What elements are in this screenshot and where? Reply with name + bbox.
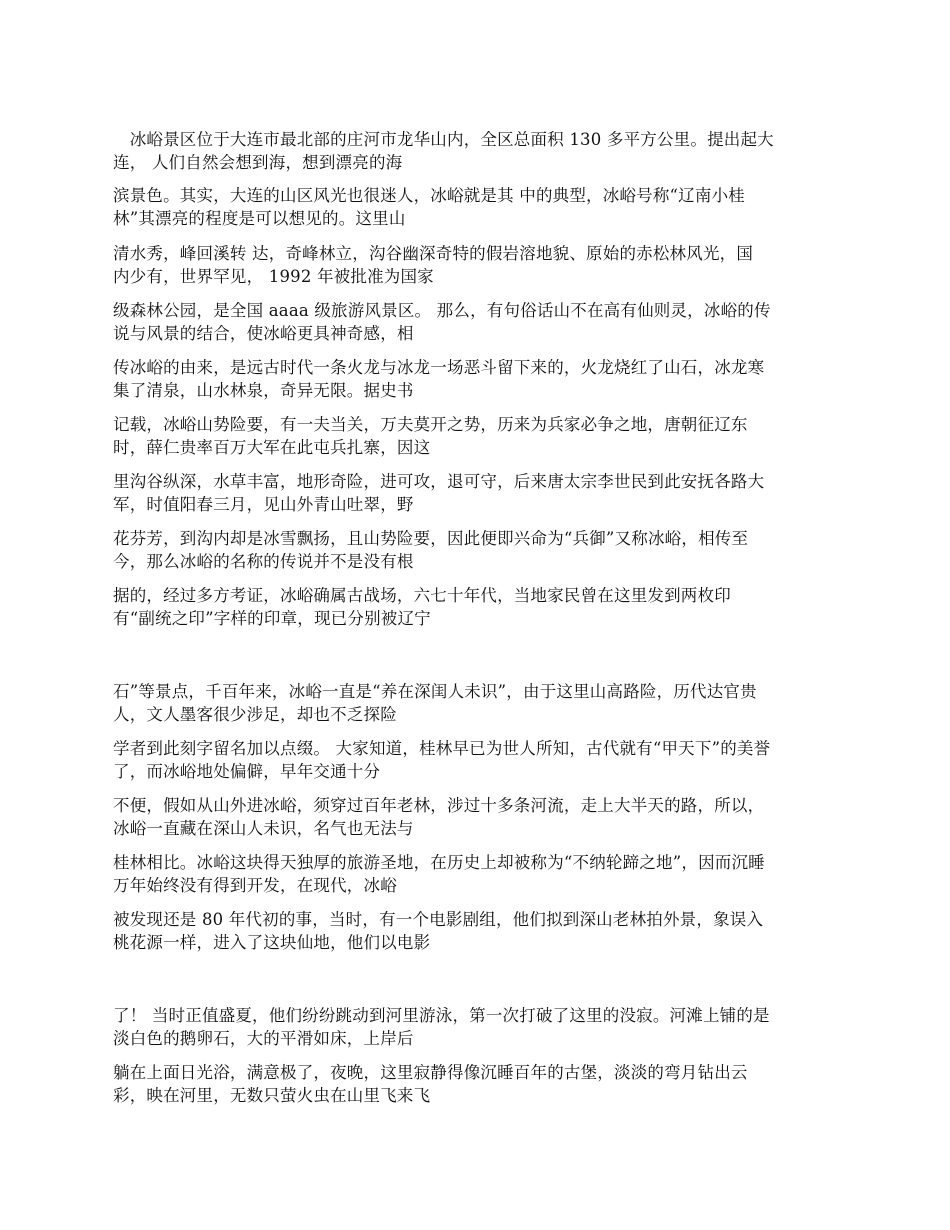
- text-line: 彩，映在河里，无数只萤火虫在山里飞来飞: [113, 1086, 431, 1105]
- text-line: 级森林公园，是全国 aaaa 级旅游风景区。 那么，有句俗话山不在高有仙则灵，冰峪的传: [113, 301, 771, 320]
- paragraph-14: [113, 908, 843, 954]
- text-line: 不便，假如从山外进冰峪，须穿过百年老林，涉过十多条河流，走上大半天的路，所以，: [113, 796, 765, 815]
- text-line: 说与风景的结合，使冰峪更具神奇感，相: [113, 324, 414, 343]
- paragraph-13: [113, 851, 843, 897]
- text-line: 冰峪一直藏在深山人未识，名气也无法与: [113, 819, 414, 838]
- text-line: 花芬芳，到沟内却是冰雪飘扬，且山势险要，因此便即兴命为“兵御”又称冰峪，相传至: [113, 529, 749, 548]
- text-line: 桂林相比。冰峪这块得天独厚的旅游圣地，在历史上却被称为“不纳轮蹄之地”，因而沉睡: [113, 853, 765, 872]
- text-line: 淡白色的鹅卵石，大的平滑如床，上岸后: [113, 1029, 414, 1048]
- text-line: 里沟谷纵深，水草丰富，地形奇险，进可攻，退可守，后来唐太宗李世民到此安抚各路大: [113, 472, 765, 491]
- paragraph-15: [113, 1004, 843, 1050]
- paragraph-7: [113, 470, 843, 516]
- text-line: 桃花源一样，进入了这块仙地，他们以电影: [113, 933, 431, 952]
- text-line: 万年始终没有得到开发，在现代，冰峪: [113, 876, 397, 895]
- text-line: 被发现还是 80 年代初的事，当时，有一个电影剧组，他们拟到深山老林拍外景，象误入: [113, 910, 764, 929]
- paragraph-8: [113, 527, 843, 573]
- paragraph-2: [113, 184, 843, 230]
- text-line: 集了清泉，山水林泉，奇异无限。据史书: [113, 381, 414, 400]
- text-line: 人，文人墨客很少涉足，却也不乏探险: [113, 705, 397, 724]
- text-line: 冰峪景区位于大连市最北部的庄河市龙华山内，全区总面积 130 多平方公里。提出起大: [113, 130, 774, 149]
- text-line: 了！ 当时正值盛夏，他们纷纷跳动到河里游泳，第一次打破了这里的没寂。河滩上铺的是: [113, 1006, 770, 1025]
- text-line: 今，那么冰峪的名称的传说并不是没有根: [113, 552, 414, 571]
- paragraph-12: [113, 794, 843, 840]
- text-line: 内少有，世界罕见， 1992 年被批准为国家: [113, 267, 434, 286]
- text-line: 军，时值阳春三月，见山外青山吐翠，野: [113, 495, 414, 514]
- paragraph-6: [113, 413, 843, 459]
- text-line: 躺在上面日光浴，满意极了，夜晚，这里寂静得像沉睡百年的古堡，淡淡的弯月钻出云: [113, 1063, 748, 1082]
- text-line: 时，薛仁贵率百万大军在此屯兵扎寨，因这: [113, 438, 431, 457]
- text-line: 滨景色。其实，大连的山区风光也很迷人，冰峪就是其 中的典型，冰峪号称“辽南小桂: [113, 186, 745, 205]
- text-line: 林”其漂亮的程度是可以想见的。这里山: [113, 209, 406, 228]
- text-line: 有“副统之印”字样的印章，现已分别被辽宁: [113, 609, 431, 628]
- paragraph-10: [113, 680, 843, 726]
- paragraph-3: [113, 242, 843, 288]
- paragraph-11: [113, 737, 843, 783]
- text-line: 传冰峪的由来，是远古时代一条火龙与冰龙一场恶斗留下来的，火龙烧红了山石，冰龙寒: [113, 358, 765, 377]
- text-line: 记载，冰峪山势险要，有一夫当关，万夫莫开之势，历来为兵家必争之地，唐朝征辽东: [113, 415, 748, 434]
- paragraph-16: [113, 1061, 843, 1107]
- paragraph-5: [113, 356, 843, 402]
- text-line: 了，而冰峪地处偏僻，早年交通十分: [113, 762, 381, 781]
- paragraph-1: [113, 128, 843, 174]
- paragraph-4: [113, 299, 843, 345]
- paragraph-9: [113, 584, 843, 630]
- text-line: 学者到此刻字留名加以点缀。 大家知道，桂林早已为世人所知，古代就有“甲天下”的美誉: [113, 739, 771, 758]
- text-line: 连， 人们自然会想到海，想到漂亮的海: [113, 153, 403, 172]
- text-line: 据的，经过多方考证，冰峪确属古战场，六七十年代，当地家民曾在这里发到两枚印: [113, 586, 731, 605]
- text-line: 石”等景点，千百年来，冰峪一直是“养在深闺人未识”，由于这里山高路险，历代达官贵: [113, 682, 757, 701]
- text-line: 清水秀，峰回溪转 达，奇峰林立，沟谷幽深奇特的假岩溶地貌、原始的赤松林风光，国: [113, 244, 754, 263]
